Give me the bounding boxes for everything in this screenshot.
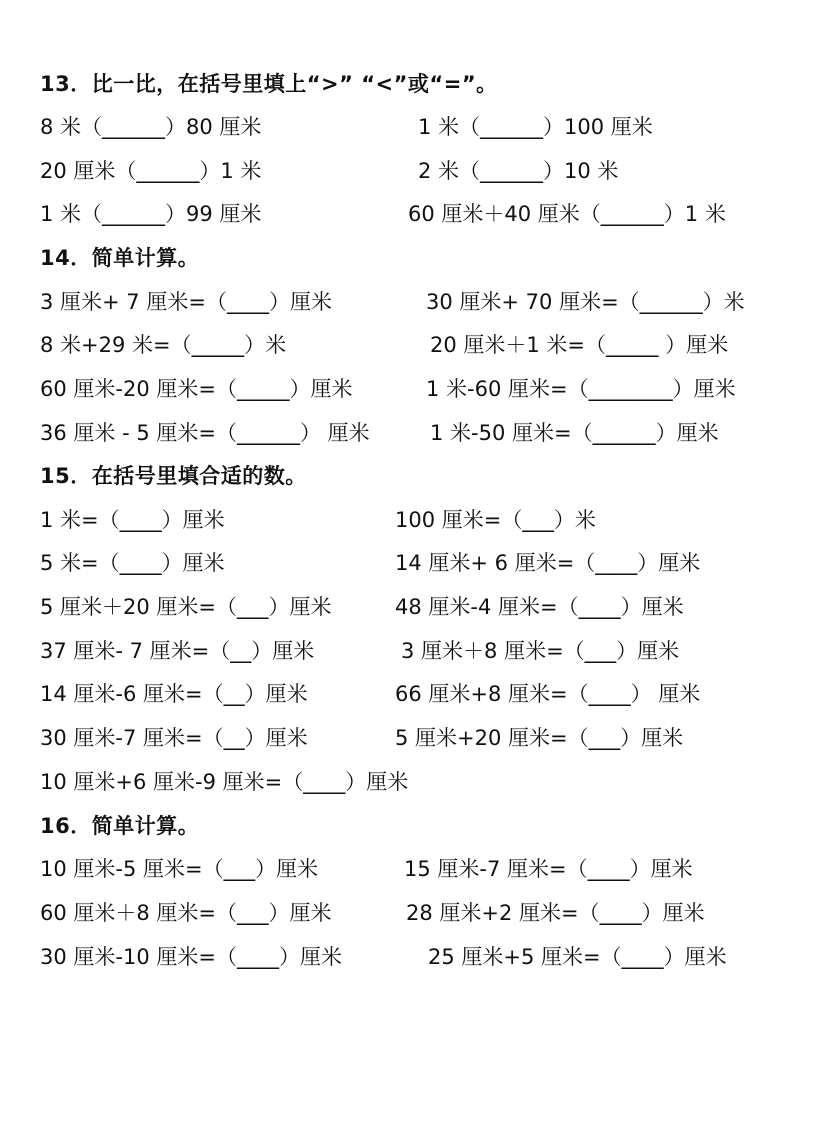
q13-item-1[interactable]: 8 米（______）80 厘米	[40, 115, 262, 139]
q16-item-4[interactable]: 28 厘米+2 厘米=（____）厘米	[406, 901, 705, 925]
q14-row-3	[0, 373, 832, 403]
q15-item-12[interactable]: 5 厘米+20 厘米=（___）厘米	[395, 726, 684, 750]
q13-item-5[interactable]: 1 米（______）99 厘米	[40, 202, 262, 226]
q13-item-6[interactable]: 60 厘米＋40 厘米（______）1 米	[408, 202, 726, 226]
q16-row-1	[0, 853, 832, 883]
q14-item-5[interactable]: 60 厘米-20 厘米=（_____）厘米	[40, 377, 353, 401]
q14-item-2[interactable]: 30 厘米+ 70 厘米=（______）米	[426, 290, 745, 314]
q15-row-2	[0, 547, 832, 577]
q13-item-3[interactable]: 20 厘米（______）1 米	[40, 159, 262, 183]
q16-item-1[interactable]: 10 厘米-5 厘米=（___）厘米	[40, 857, 319, 881]
q16-heading-row	[0, 810, 832, 840]
q13-item-4[interactable]: 2 米（______）10 米	[418, 159, 619, 183]
q15-item-8[interactable]: 3 厘米＋8 厘米=（___）厘米	[401, 639, 680, 663]
q15-item-11[interactable]: 30 厘米-7 厘米=（__）厘米	[40, 726, 308, 750]
q15-row-6	[0, 722, 832, 752]
q14-item-6[interactable]: 1 米-60 厘米=（________）厘米	[426, 377, 736, 401]
q16-item-2[interactable]: 15 厘米-7 厘米=（____）厘米	[404, 857, 693, 881]
q15-item-5[interactable]: 5 厘米＋20 厘米=（___）厘米	[40, 595, 332, 619]
q13-item-2[interactable]: 1 米（______）100 厘米	[418, 115, 653, 139]
q15-item-4[interactable]: 14 厘米+ 6 厘米=（____）厘米	[395, 551, 701, 575]
q14-row-4	[0, 417, 832, 447]
q15-item-7[interactable]: 37 厘米- 7 厘米=（__）厘米	[40, 639, 315, 663]
q14-heading: 14．简单计算。	[40, 246, 200, 270]
q14-item-8[interactable]: 1 米-50 厘米=（______）厘米	[430, 421, 719, 445]
q14-item-3[interactable]: 8 米+29 米=（_____）米	[40, 333, 287, 357]
q15-item-13[interactable]: 10 厘米+6 厘米-9 厘米=（____）厘米	[40, 770, 409, 794]
q14-item-7[interactable]: 36 厘米 - 5 厘米=（______） 厘米	[40, 421, 370, 445]
q15-item-1[interactable]: 1 米=（____）厘米	[40, 508, 225, 532]
q15-row-1	[0, 504, 832, 534]
q16-row-3	[0, 941, 832, 971]
q15-heading-row	[0, 460, 832, 490]
q13-heading-row	[0, 68, 832, 98]
q15-item-2[interactable]: 100 厘米=（___）米	[395, 508, 596, 532]
q13-row-2	[0, 155, 832, 185]
q13-heading: 13．比一比，在括号里填上“>” “<”或“=”。	[40, 72, 498, 96]
q13-row-3	[0, 198, 832, 228]
q15-item-9[interactable]: 14 厘米-6 厘米=（__）厘米	[40, 682, 308, 706]
q15-row-3	[0, 591, 832, 621]
q15-row-4	[0, 635, 832, 665]
q14-item-4[interactable]: 20 厘米＋1 米=（_____ ）厘米	[430, 333, 729, 357]
q15-row-5	[0, 678, 832, 708]
q16-item-3[interactable]: 60 厘米＋8 厘米=（___）厘米	[40, 901, 332, 925]
q15-item-6[interactable]: 48 厘米-4 厘米=（____）厘米	[395, 595, 684, 619]
q15-row-7	[0, 766, 832, 796]
q14-row-1	[0, 286, 832, 316]
q16-item-6[interactable]: 25 厘米+5 厘米=（____）厘米	[428, 945, 727, 969]
q16-heading: 16．简单计算。	[40, 814, 200, 838]
q14-row-2	[0, 329, 832, 359]
q16-row-2	[0, 897, 832, 927]
q13-row-1	[0, 111, 832, 141]
q14-heading-row	[0, 242, 832, 272]
q14-item-1[interactable]: 3 厘米+ 7 厘米=（____）厘米	[40, 290, 332, 314]
q15-heading: 15．在括号里填合适的数。	[40, 464, 307, 488]
q16-item-5[interactable]: 30 厘米-10 厘米=（____）厘米	[40, 945, 342, 969]
q15-item-3[interactable]: 5 米=（____）厘米	[40, 551, 225, 575]
q15-item-10[interactable]: 66 厘米+8 厘米=（____） 厘米	[395, 682, 701, 706]
